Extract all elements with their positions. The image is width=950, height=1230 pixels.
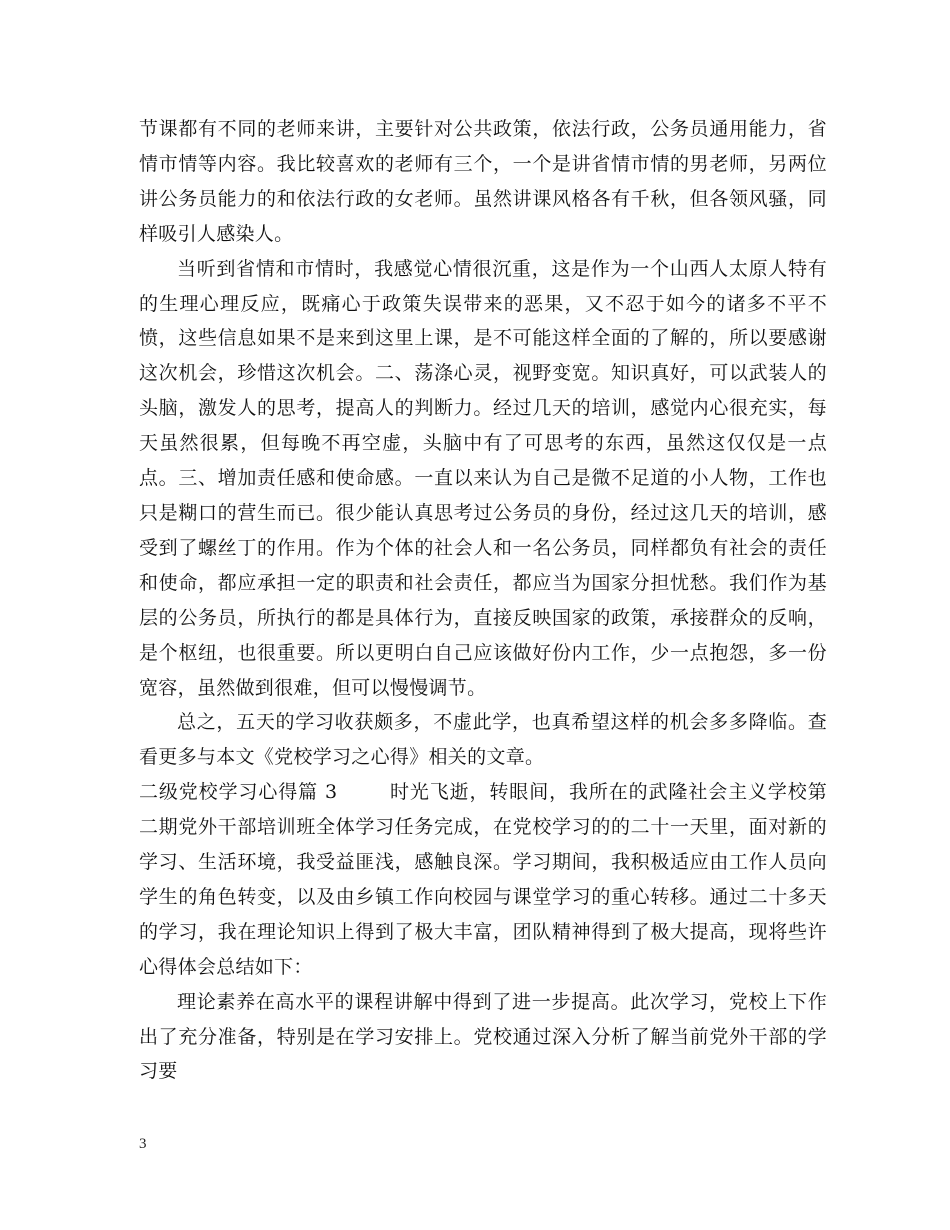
paragraph-3: 总之，五天的学习收获颇多，不虚此学，也真希望这样的机会多多降临。查看更多与本文《党校学习之心得》相关的文章。 xyxy=(139,711,827,769)
paragraph-1: 节课都有不同的老师来讲，主要针对公共政策，依法行政，公务员通用能力，省情市情等内容。我比较喜欢的老师有三个，一个是讲省情市情的男老师，另两位讲公务员能力的和依法行政的女老师。虽然讲课风格各有千秋，但各领风骚，同样吸引人感染人。 xyxy=(139,118,827,245)
document-body xyxy=(139,112,827,1089)
paragraph-4-text: 时光飞逝，转眼间，我所在的武隆社会主义学校第二期党外干部培训班全体学习任务完成，在党校学习的的二十一天里，面对新的学习、生活环境，我受益匪浅，感触良深。学习期间，我积极适应由工作人员向学生的角色转变，以及由乡镇工作向校园与课堂学习的重心转移。通过二十多天的学习，我在理论知识上得到了极大丰富，团队精神得到了极大提高，现将些许心得体会总结如下： xyxy=(139,781,827,978)
section-heading: 二级党校学习心得篇 3 xyxy=(139,781,338,804)
page-number: 3 xyxy=(139,1136,147,1152)
paragraph-4 xyxy=(139,775,827,984)
paragraph-5: 理论素养在高水平的课程讲解中得到了进一步提高。此次学习，党校上下作出了充分准备，特别是在学习安排上。党校通过深入分析了解当前党外干部的学习要 xyxy=(139,990,827,1083)
paragraph-2: 当听到省情和市情时，我感觉心情很沉重，这是作为一个山西人太原人特有的生理心理反应，既痛心于政策失误带来的恶果，又不忍于如今的诸多不平不愤，这些信息如果不是来到这里上课，是不可能这样全面的了解的，所以要感谢这次机会，珍惜这次机会。二、荡涤心灵，视野变宽。知识真好，可以武装人的头脑，激发人的思考，提高人的判断力。经过几天的培训，感觉内心很充实，每天虽然很累，但每晚不再空虚，头脑中有了可思考的东西，虽然这仅仅是一点点。三、增加责任感和使命感。一直以来认为自己是微不足道的小人物，工作也只是糊口的营生而已。很少能认真思考过公务员的身份，经过这几天的培训，感受到了螺丝丁的作用。作为个体的社会人和一名公务员，同样都负有社会的责任和使命，都应承担一定的职责和社会责任，都应当为国家分担忧愁。我们作为基层的公务员，所执行的都是具体行为，直接反映国家的政策，承接群众的反响，是个枢纽，也很重要。所以更明白自己应该做好份内工作，少一点抱怨，多一份宽容，虽然做到很难，但可以慢慢调节。 xyxy=(139,257,827,699)
